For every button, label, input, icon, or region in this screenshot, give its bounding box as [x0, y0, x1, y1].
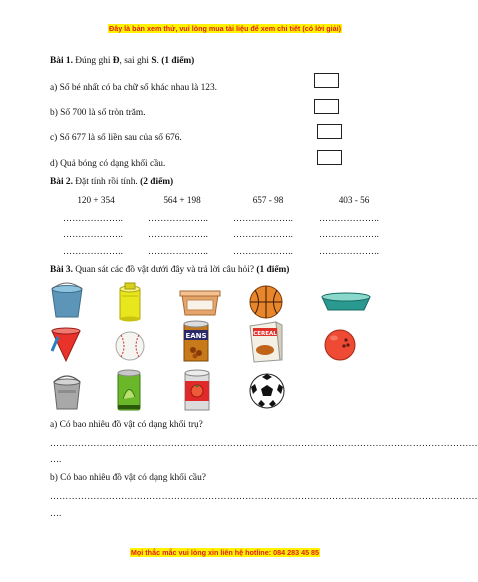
preview-banner-text: Đây là bản xem thử, vui lòng mua tài liệu để xem chi tiết (có lời giải) [109, 24, 341, 33]
basketball-icon [248, 284, 284, 320]
bai3-question-a: a) Có bao nhiêu đồ vật có dạng khối trụ? [50, 420, 203, 430]
bai2-heading [50, 177, 173, 187]
bai1-item-b: b) Số 700 là số tròn trăm. [50, 108, 146, 118]
calc-4: 403 - 56 [338, 195, 370, 205]
calc-1: 120 + 354 [77, 195, 115, 205]
baseball-icon [114, 330, 146, 362]
bai1-score: (1 điểm) [158, 56, 195, 66]
calc-2: 564 + 198 [163, 195, 201, 205]
bai3-score: (1 điểm) [256, 265, 290, 275]
bai1-heading [50, 56, 194, 66]
bai1-d: Đ [112, 56, 120, 66]
soccer-ball-icon [248, 372, 286, 410]
bai3-label: Bài 3. [50, 265, 73, 275]
bowling-ball-icon [322, 327, 358, 363]
bai2-text: Đặt tính rồi tính. [72, 177, 141, 187]
answer-line-b[interactable]: ………………………………………………………………………………………………………………………… [50, 491, 478, 501]
bai3-text: Quan sát các đồ vật dưới đây và trả lời câu hỏi? [72, 265, 257, 275]
bai1-item-a: a) Số bé nhất có ba chữ số khác nhau là 123. [50, 83, 218, 93]
green-drink-can-icon [114, 369, 144, 413]
hotline-banner [0, 548, 450, 557]
dots-1-1: ……………….. [63, 213, 124, 223]
dots-3-3: ……………….. [233, 246, 294, 256]
calc-3: 657 - 98 [252, 195, 284, 205]
tomato-can-icon [181, 369, 213, 413]
blue-bucket-icon [48, 283, 86, 319]
bai2-label: Bài 2. [50, 177, 73, 187]
answer-line-a[interactable]: ………………………………………………………………………………………………………………………… [50, 438, 478, 448]
answer-box-b[interactable] [314, 99, 339, 114]
dots-2-1: ……………….. [63, 229, 124, 239]
dots-1-3: ……………….. [233, 213, 294, 223]
yellow-canister-icon [113, 281, 147, 321]
bai1-dot: . [156, 56, 159, 66]
beans-label: EANS [185, 332, 207, 340]
basket-icon [178, 287, 222, 317]
dots-1-4: ……………….. [319, 213, 380, 223]
bai1-item-c: c) Số 677 là số liền sau của số 676. [50, 133, 182, 143]
bai3-question-b: b) Có bao nhiêu đồ vật có dạng khối cầu? [50, 473, 206, 483]
hotline-banner-text: Mọi thắc mắc vui lòng xin liên hệ hotline: 084 283 45 85 [130, 548, 320, 557]
grey-bucket-icon [48, 374, 86, 412]
bai1-label: Bài 1. [50, 56, 73, 66]
bai1-text: Đúng ghi [72, 56, 113, 66]
cereal-box-icon [246, 320, 284, 364]
preview-banner [0, 24, 450, 33]
dots-2-3: ……………….. [233, 229, 294, 239]
bai3-heading [50, 265, 289, 275]
beans-can-icon [181, 320, 211, 364]
bai2-score: (2 điểm) [140, 177, 174, 187]
dots-3-1: ……………….. [63, 246, 124, 256]
bai1-mid: , sai ghi [119, 56, 152, 66]
dots-2-2: ……………….. [148, 229, 209, 239]
answer-box-a[interactable] [314, 73, 339, 88]
dots-3-4: ……………….. [319, 246, 380, 256]
cereal-label: CEREAL [253, 331, 277, 337]
bai1-item-d: d) Quả bóng có dạng khối cầu. [50, 159, 166, 169]
answer-box-d[interactable] [317, 150, 342, 165]
dots-2-4: ……………….. [319, 229, 380, 239]
red-sand-bucket-icon [48, 327, 84, 365]
bai1-s: S [151, 56, 157, 66]
answer-tail-b: …. [50, 508, 62, 518]
answer-tail-a: …. [50, 454, 62, 464]
dots-3-2: ……………….. [148, 246, 209, 256]
answer-box-c[interactable] [317, 124, 342, 139]
dots-1-2: ……………….. [148, 213, 209, 223]
green-basin-icon [320, 292, 372, 312]
